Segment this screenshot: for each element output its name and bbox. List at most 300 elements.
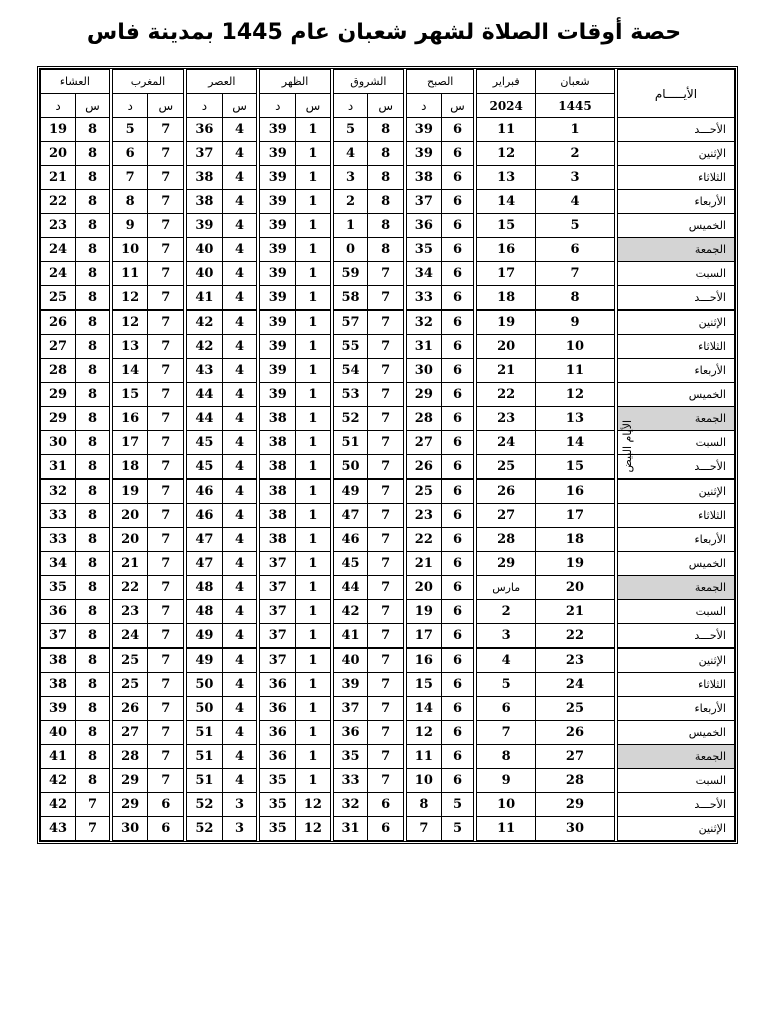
table-row xyxy=(41,624,735,649)
cell-dhuhr-h: 1 xyxy=(296,648,332,673)
cell-day-name: الأحـــد xyxy=(616,455,735,480)
cell-hijri: 30 xyxy=(536,817,616,841)
cell-isha-m: 29 xyxy=(41,383,76,407)
cell-hijri: 6 xyxy=(536,238,616,262)
cell-fajr-h: 6 xyxy=(441,745,475,769)
cell-dhuhr-h: 1 xyxy=(296,455,332,480)
cell-maghrib-h: 7 xyxy=(148,528,185,552)
cell-maghrib-m: 15 xyxy=(111,383,148,407)
cell-isha-m: 23 xyxy=(41,214,76,238)
cell-fajr-h: 6 xyxy=(441,624,475,649)
cell-hijri: 16 xyxy=(536,479,616,504)
cell-day-name: الأربعاء xyxy=(616,359,735,383)
cell-asr-m: 46 xyxy=(185,479,222,504)
cell-dhuhr-h: 1 xyxy=(296,745,332,769)
cell-isha-h: 8 xyxy=(76,504,111,528)
header-isha: العشاء xyxy=(41,70,111,94)
cell-hijri: 10 xyxy=(536,335,616,359)
cell-asr-m: 45 xyxy=(185,455,222,480)
cell-asr-m: 42 xyxy=(185,310,222,335)
cell-asr-m: 48 xyxy=(185,600,222,624)
cell-isha-m: 39 xyxy=(41,697,76,721)
cell-shuruq-m: 39 xyxy=(332,673,368,697)
cell-fajr-m: 12 xyxy=(405,721,441,745)
cell-dhuhr-h: 12 xyxy=(296,817,332,841)
table-row xyxy=(41,166,735,190)
cell-fajr-h: 6 xyxy=(441,238,475,262)
cell-fajr-m: 17 xyxy=(405,624,441,649)
cell-dhuhr-m: 36 xyxy=(258,721,295,745)
table-row xyxy=(41,262,735,286)
cell-shuruq-h: 7 xyxy=(368,407,405,431)
cell-asr-m: 38 xyxy=(185,190,222,214)
cell-isha-m: 41 xyxy=(41,745,76,769)
cell-asr-h: 4 xyxy=(222,383,258,407)
cell-hijri: 8 xyxy=(536,286,616,311)
cell-day-name: الجمعة xyxy=(616,745,735,769)
prayer-times-table xyxy=(37,66,738,844)
cell-isha-m: 38 xyxy=(41,648,76,673)
cell-fajr-h: 6 xyxy=(441,673,475,697)
header-hijri-year: 1445 xyxy=(536,94,616,118)
cell-asr-h: 4 xyxy=(222,769,258,793)
cell-shuruq-h: 7 xyxy=(368,697,405,721)
cell-maghrib-m: 29 xyxy=(111,793,148,817)
cell-greg: 15 xyxy=(475,214,535,238)
cell-shuruq-m: 55 xyxy=(332,335,368,359)
cell-fajr-h: 6 xyxy=(441,335,475,359)
cell-asr-m: 43 xyxy=(185,359,222,383)
cell-fajr-m: 11 xyxy=(405,745,441,769)
cell-isha-h: 8 xyxy=(76,142,111,166)
cell-hijri: 19 xyxy=(536,552,616,576)
cell-isha-m: 24 xyxy=(41,238,76,262)
cell-dhuhr-m: 37 xyxy=(258,576,295,600)
cell-isha-m: 40 xyxy=(41,721,76,745)
cell-hijri: 26 xyxy=(536,721,616,745)
cell-day-name: الثلاثاء xyxy=(616,335,735,359)
cell-maghrib-h: 7 xyxy=(148,190,185,214)
cell-maghrib-m: 27 xyxy=(111,721,148,745)
cell-day-name: الجمعة xyxy=(616,576,735,600)
cell-hijri: 2 xyxy=(536,142,616,166)
cell-greg: 23 xyxy=(475,407,535,431)
cell-fajr-m: 21 xyxy=(405,552,441,576)
cell-dhuhr-m: 37 xyxy=(258,624,295,649)
cell-maghrib-m: 19 xyxy=(111,479,148,504)
cell-greg: 11 xyxy=(475,817,535,841)
cell-isha-m: 33 xyxy=(41,504,76,528)
header-greg-year: 2024 xyxy=(475,94,535,118)
cell-shuruq-h: 8 xyxy=(368,238,405,262)
cell-isha-h: 8 xyxy=(76,238,111,262)
cell-asr-m: 36 xyxy=(185,118,222,142)
cell-asr-m: 40 xyxy=(185,238,222,262)
cell-isha-h: 7 xyxy=(76,817,111,841)
cell-shuruq-h: 8 xyxy=(368,118,405,142)
cell-asr-h: 4 xyxy=(222,745,258,769)
cell-dhuhr-h: 1 xyxy=(296,673,332,697)
cell-shuruq-h: 7 xyxy=(368,383,405,407)
cell-maghrib-h: 7 xyxy=(148,310,185,335)
cell-dhuhr-h: 1 xyxy=(296,383,332,407)
cell-isha-m: 43 xyxy=(41,817,76,841)
cell-maghrib-h: 7 xyxy=(148,238,185,262)
cell-asr-m: 42 xyxy=(185,335,222,359)
cell-dhuhr-m: 36 xyxy=(258,697,295,721)
cell-fajr-h: 6 xyxy=(441,142,475,166)
cell-hijri: 24 xyxy=(536,673,616,697)
cell-isha-h: 7 xyxy=(76,793,111,817)
cell-shuruq-m: 42 xyxy=(332,600,368,624)
cell-fajr-m: 32 xyxy=(405,310,441,335)
cell-asr-h: 4 xyxy=(222,166,258,190)
cell-fajr-h: 6 xyxy=(441,528,475,552)
cell-hijri: 13 xyxy=(536,407,616,431)
cell-fajr-m: 26 xyxy=(405,455,441,480)
cell-isha-m: 36 xyxy=(41,600,76,624)
cell-shuruq-h: 7 xyxy=(368,769,405,793)
cell-maghrib-h: 7 xyxy=(148,407,185,431)
cell-fajr-h: 6 xyxy=(441,721,475,745)
cell-asr-h: 4 xyxy=(222,286,258,311)
cell-fajr-m: 14 xyxy=(405,697,441,721)
cell-fajr-m: 28 xyxy=(405,407,441,431)
cell-dhuhr-h: 1 xyxy=(296,407,332,431)
cell-asr-h: 4 xyxy=(222,528,258,552)
header-fajr: الصبح xyxy=(405,70,475,94)
cell-asr-h: 4 xyxy=(222,431,258,455)
cell-fajr-h: 5 xyxy=(441,793,475,817)
cell-asr-h: 4 xyxy=(222,214,258,238)
cell-isha-m: 37 xyxy=(41,624,76,649)
cell-dhuhr-h: 1 xyxy=(296,576,332,600)
cell-maghrib-h: 7 xyxy=(148,431,185,455)
cell-shuruq-m: 49 xyxy=(332,479,368,504)
cell-isha-m: 30 xyxy=(41,431,76,455)
cell-asr-h: 4 xyxy=(222,624,258,649)
cell-isha-m: 24 xyxy=(41,262,76,286)
cell-fajr-m: 16 xyxy=(405,648,441,673)
subheader-hour: س xyxy=(441,94,475,118)
table-row xyxy=(41,359,735,383)
cell-maghrib-h: 7 xyxy=(148,479,185,504)
cell-maghrib-h: 7 xyxy=(148,214,185,238)
cell-isha-m: 27 xyxy=(41,335,76,359)
table-row xyxy=(41,504,735,528)
cell-isha-h: 8 xyxy=(76,190,111,214)
cell-greg: 2 xyxy=(475,600,535,624)
cell-asr-m: 51 xyxy=(185,745,222,769)
cell-shuruq-h: 7 xyxy=(368,745,405,769)
cell-asr-m: 52 xyxy=(185,817,222,841)
cell-maghrib-h: 7 xyxy=(148,745,185,769)
cell-shuruq-m: 32 xyxy=(332,793,368,817)
cell-day-name: الإثنين xyxy=(616,817,735,841)
cell-day-name: الأحـــد xyxy=(616,793,735,817)
cell-day-name: الأحـــد xyxy=(616,286,735,311)
cell-shuruq-m: 54 xyxy=(332,359,368,383)
table-row xyxy=(41,793,735,817)
cell-greg: 10 xyxy=(475,793,535,817)
cell-hijri: 11 xyxy=(536,359,616,383)
cell-isha-h: 8 xyxy=(76,745,111,769)
cell-maghrib-h: 7 xyxy=(148,142,185,166)
cell-maghrib-m: 16 xyxy=(111,407,148,431)
cell-shuruq-m: 5 xyxy=(332,118,368,142)
cell-isha-m: 34 xyxy=(41,552,76,576)
cell-maghrib-m: 20 xyxy=(111,528,148,552)
cell-asr-h: 4 xyxy=(222,673,258,697)
cell-fajr-h: 6 xyxy=(441,359,475,383)
cell-asr-h: 4 xyxy=(222,479,258,504)
table-row xyxy=(41,817,735,841)
table-row xyxy=(41,673,735,697)
cell-maghrib-m: 29 xyxy=(111,769,148,793)
cell-shuruq-h: 7 xyxy=(368,286,405,311)
subheader-minute: د xyxy=(111,94,148,118)
cell-asr-m: 38 xyxy=(185,166,222,190)
cell-day-name: السبت xyxy=(616,769,735,793)
cell-asr-h: 4 xyxy=(222,576,258,600)
cell-day-name: الخميس xyxy=(616,383,735,407)
cell-hijri: 27 xyxy=(536,745,616,769)
header-asr: العصر xyxy=(185,70,258,94)
cell-maghrib-m: 21 xyxy=(111,552,148,576)
cell-hijri: 7 xyxy=(536,262,616,286)
cell-maghrib-m: 17 xyxy=(111,431,148,455)
cell-dhuhr-m: 38 xyxy=(258,504,295,528)
cell-dhuhr-h: 1 xyxy=(296,166,332,190)
cell-isha-m: 33 xyxy=(41,528,76,552)
cell-asr-m: 41 xyxy=(185,286,222,311)
cell-dhuhr-m: 39 xyxy=(258,190,295,214)
cell-hijri: 23 xyxy=(536,648,616,673)
cell-greg: 14 xyxy=(475,190,535,214)
cell-maghrib-m: 26 xyxy=(111,697,148,721)
cell-maghrib-h: 7 xyxy=(148,624,185,649)
cell-maghrib-h: 7 xyxy=(148,118,185,142)
cell-asr-h: 4 xyxy=(222,359,258,383)
cell-asr-h: 4 xyxy=(222,697,258,721)
cell-isha-h: 8 xyxy=(76,552,111,576)
cell-asr-m: 47 xyxy=(185,552,222,576)
cell-shuruq-h: 7 xyxy=(368,455,405,480)
cell-maghrib-m: 11 xyxy=(111,262,148,286)
cell-fajr-h: 6 xyxy=(441,431,475,455)
cell-fajr-m: 37 xyxy=(405,190,441,214)
table-row xyxy=(41,648,735,673)
cell-dhuhr-m: 36 xyxy=(258,745,295,769)
cell-asr-m: 47 xyxy=(185,528,222,552)
cell-shuruq-h: 7 xyxy=(368,504,405,528)
cell-dhuhr-m: 39 xyxy=(258,262,295,286)
cell-day-name: السبت xyxy=(616,431,735,455)
cell-hijri: 14 xyxy=(536,431,616,455)
cell-maghrib-h: 7 xyxy=(148,552,185,576)
cell-fajr-m: 23 xyxy=(405,504,441,528)
cell-dhuhr-h: 12 xyxy=(296,793,332,817)
cell-dhuhr-h: 1 xyxy=(296,142,332,166)
cell-fajr-h: 6 xyxy=(441,576,475,600)
cell-maghrib-m: 14 xyxy=(111,359,148,383)
cell-shuruq-m: 31 xyxy=(332,817,368,841)
cell-shuruq-h: 7 xyxy=(368,335,405,359)
cell-dhuhr-m: 38 xyxy=(258,431,295,455)
cell-hijri: 3 xyxy=(536,166,616,190)
cell-shuruq-h: 7 xyxy=(368,359,405,383)
cell-isha-h: 8 xyxy=(76,262,111,286)
cell-dhuhr-m: 35 xyxy=(258,769,295,793)
cell-dhuhr-h: 1 xyxy=(296,721,332,745)
cell-asr-m: 45 xyxy=(185,431,222,455)
cell-day-name: الأربعاء xyxy=(616,190,735,214)
cell-asr-h: 4 xyxy=(222,504,258,528)
subheader-hour: س xyxy=(76,94,111,118)
cell-shuruq-h: 7 xyxy=(368,721,405,745)
cell-shuruq-m: 2 xyxy=(332,190,368,214)
cell-dhuhr-h: 1 xyxy=(296,310,332,335)
cell-dhuhr-h: 1 xyxy=(296,118,332,142)
cell-asr-m: 46 xyxy=(185,504,222,528)
cell-greg: مارس xyxy=(475,576,535,600)
cell-greg: 13 xyxy=(475,166,535,190)
cell-maghrib-h: 7 xyxy=(148,359,185,383)
cell-shuruq-h: 8 xyxy=(368,214,405,238)
cell-maghrib-m: 18 xyxy=(111,455,148,480)
cell-maghrib-m: 7 xyxy=(111,166,148,190)
cell-fajr-m: 35 xyxy=(405,238,441,262)
cell-maghrib-h: 7 xyxy=(148,576,185,600)
cell-maghrib-m: 13 xyxy=(111,335,148,359)
cell-dhuhr-m: 38 xyxy=(258,407,295,431)
cell-dhuhr-h: 1 xyxy=(296,431,332,455)
cell-isha-m: 35 xyxy=(41,576,76,600)
table-row xyxy=(41,286,735,311)
cell-isha-h: 8 xyxy=(76,359,111,383)
cell-shuruq-m: 58 xyxy=(332,286,368,311)
cell-dhuhr-m: 39 xyxy=(258,335,295,359)
table-row xyxy=(41,214,735,238)
cell-shuruq-h: 7 xyxy=(368,648,405,673)
page-title: حصة أوقات الصلاة لشهر شعبان عام 1445 بمدينة فاس xyxy=(86,20,682,45)
cell-dhuhr-h: 1 xyxy=(296,552,332,576)
cell-greg: 19 xyxy=(475,310,535,335)
cell-shuruq-m: 0 xyxy=(332,238,368,262)
cell-shuruq-m: 3 xyxy=(332,166,368,190)
cell-hijri: 12 xyxy=(536,383,616,407)
cell-maghrib-m: 8 xyxy=(111,190,148,214)
cell-greg: 21 xyxy=(475,359,535,383)
cell-maghrib-m: 20 xyxy=(111,504,148,528)
cell-isha-h: 8 xyxy=(76,335,111,359)
header-hijri-month: شعبان xyxy=(536,70,616,94)
cell-shuruq-m: 36 xyxy=(332,721,368,745)
cell-dhuhr-h: 1 xyxy=(296,769,332,793)
cell-fajr-m: 7 xyxy=(405,817,441,841)
cell-fajr-m: 10 xyxy=(405,769,441,793)
cell-asr-h: 4 xyxy=(222,335,258,359)
table-row xyxy=(41,335,735,359)
cell-asr-m: 44 xyxy=(185,407,222,431)
cell-day-name: الأربعاء xyxy=(616,697,735,721)
cell-shuruq-m: 41 xyxy=(332,624,368,649)
cell-greg: 16 xyxy=(475,238,535,262)
cell-isha-m: 19 xyxy=(41,118,76,142)
cell-fajr-h: 6 xyxy=(441,552,475,576)
cell-greg: 4 xyxy=(475,648,535,673)
cell-fajr-m: 39 xyxy=(405,142,441,166)
cell-dhuhr-h: 1 xyxy=(296,335,332,359)
cell-shuruq-m: 46 xyxy=(332,528,368,552)
cell-day-name: الثلاثاء xyxy=(616,504,735,528)
cell-dhuhr-h: 1 xyxy=(296,504,332,528)
cell-dhuhr-m: 39 xyxy=(258,142,295,166)
cell-fajr-m: 20 xyxy=(405,576,441,600)
cell-day-name: الإثنين xyxy=(616,648,735,673)
white-days-label: الأيام البيض xyxy=(620,419,634,473)
cell-dhuhr-m: 35 xyxy=(258,793,295,817)
table-row xyxy=(41,383,735,407)
cell-day-name: الجمعة xyxy=(616,238,735,262)
cell-asr-m: 50 xyxy=(185,673,222,697)
cell-asr-m: 49 xyxy=(185,624,222,649)
table-row xyxy=(41,118,735,142)
cell-shuruq-m: 52 xyxy=(332,407,368,431)
cell-fajr-m: 27 xyxy=(405,431,441,455)
cell-greg: 9 xyxy=(475,769,535,793)
cell-hijri: 29 xyxy=(536,793,616,817)
cell-asr-h: 4 xyxy=(222,118,258,142)
cell-day-name: السبت xyxy=(616,600,735,624)
cell-shuruq-m: 59 xyxy=(332,262,368,286)
cell-fajr-m: 15 xyxy=(405,673,441,697)
cell-isha-m: 42 xyxy=(41,769,76,793)
cell-maghrib-m: 24 xyxy=(111,624,148,649)
cell-day-name: الإثنين xyxy=(616,142,735,166)
cell-maghrib-m: 9 xyxy=(111,214,148,238)
cell-isha-m: 26 xyxy=(41,310,76,335)
cell-greg: 7 xyxy=(475,721,535,745)
cell-greg: 6 xyxy=(475,697,535,721)
cell-fajr-h: 6 xyxy=(441,262,475,286)
cell-greg: 17 xyxy=(475,262,535,286)
cell-isha-m: 31 xyxy=(41,455,76,480)
cell-maghrib-m: 6 xyxy=(111,142,148,166)
header-greg-month: فبراير xyxy=(475,70,535,94)
cell-shuruq-h: 7 xyxy=(368,479,405,504)
cell-isha-h: 8 xyxy=(76,166,111,190)
cell-shuruq-h: 7 xyxy=(368,576,405,600)
cell-shuruq-h: 8 xyxy=(368,190,405,214)
cell-day-name: الجمعة xyxy=(616,407,735,431)
table-row xyxy=(41,552,735,576)
cell-maghrib-m: 28 xyxy=(111,745,148,769)
cell-isha-m: 32 xyxy=(41,479,76,504)
cell-day-name: السبت xyxy=(616,262,735,286)
cell-maghrib-h: 7 xyxy=(148,383,185,407)
cell-dhuhr-h: 1 xyxy=(296,286,332,311)
cell-maghrib-h: 7 xyxy=(148,721,185,745)
cell-dhuhr-h: 1 xyxy=(296,262,332,286)
cell-shuruq-h: 7 xyxy=(368,431,405,455)
cell-isha-h: 8 xyxy=(76,383,111,407)
cell-asr-h: 4 xyxy=(222,552,258,576)
cell-day-name: الخميس xyxy=(616,721,735,745)
cell-shuruq-h: 8 xyxy=(368,166,405,190)
table-row xyxy=(41,576,735,600)
cell-hijri: 18 xyxy=(536,528,616,552)
